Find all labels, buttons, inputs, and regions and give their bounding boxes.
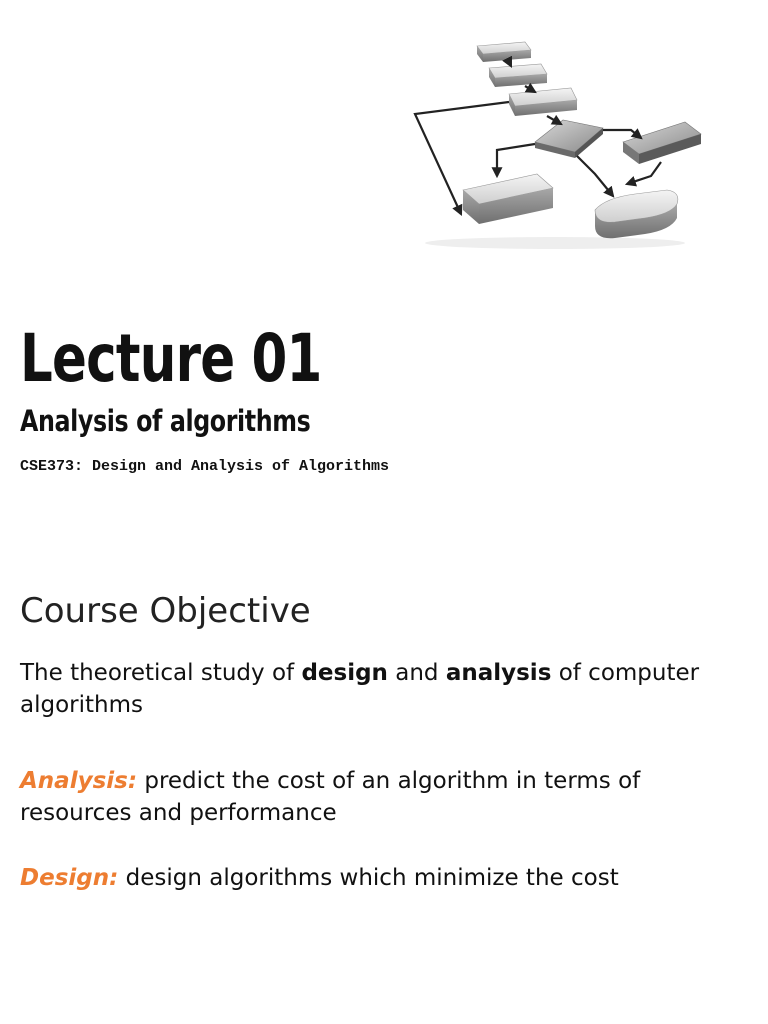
- flow-decision: [535, 120, 603, 158]
- intro-bold-analysis: analysis: [445, 660, 552, 686]
- flow-box-left: [463, 174, 553, 224]
- lecture-title: Lecture 01: [20, 320, 322, 397]
- intro-bold-design: design: [301, 660, 388, 686]
- design-definition: [20, 862, 740, 894]
- section-heading: Course Objective: [20, 591, 311, 631]
- analysis-definition: [20, 765, 740, 829]
- flow-terminal: [595, 190, 678, 238]
- objective-intro: [20, 657, 740, 721]
- flow-box-1: [477, 42, 531, 62]
- flow-box-3: [509, 88, 577, 116]
- intro-text-2: and: [387, 660, 446, 686]
- intro-text-1: The theoretical study of: [20, 660, 302, 686]
- flow-box-right: [623, 122, 701, 164]
- analysis-text: predict the cost of an algorithm in terms of resources and performance: [20, 768, 641, 826]
- flow-box-2: [489, 64, 547, 87]
- course-name: CSE373: Design and Analysis of Algorithms: [20, 458, 390, 475]
- lecture-subtitle: Analysis of algorithms: [20, 404, 311, 438]
- analysis-label: Analysis:: [20, 768, 138, 794]
- design-text: design algorithms which minimize the cost: [118, 865, 619, 891]
- flowchart-illustration: [405, 38, 705, 253]
- intro-text-3: of computer algorithms: [20, 660, 700, 718]
- design-label: Design:: [20, 865, 119, 891]
